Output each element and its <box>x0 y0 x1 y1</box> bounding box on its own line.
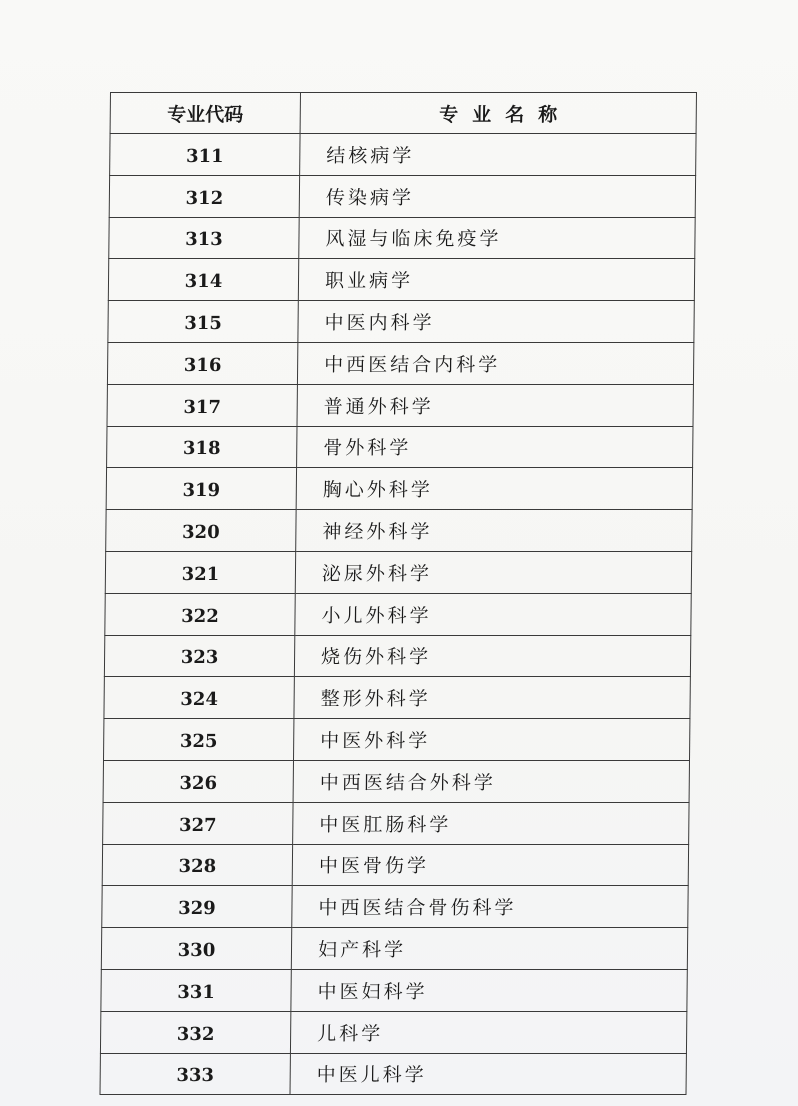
major-name-cell: 小儿外科学 <box>295 593 691 635</box>
major-name-cell: 烧伤外科学 <box>294 635 690 677</box>
major-code-cell: 326 <box>103 760 293 802</box>
major-name-cell: 中医儿科学 <box>290 1053 686 1095</box>
table-row <box>101 969 687 1011</box>
table-row <box>102 886 688 928</box>
major-code-cell: 323 <box>104 635 294 677</box>
major-name-cell: 中医内科学 <box>298 301 694 343</box>
major-code-cell: 314 <box>108 259 298 301</box>
table-row <box>104 635 690 677</box>
table-row <box>102 844 688 886</box>
major-code-cell: 316 <box>107 342 297 384</box>
table-row <box>101 928 687 970</box>
major-name-cell: 整形外科学 <box>294 677 690 719</box>
header-major-name: 专业名称 <box>300 93 696 134</box>
major-code-cell: 315 <box>108 301 298 343</box>
table-row <box>106 510 692 552</box>
table-row <box>108 259 694 301</box>
table-row <box>103 719 689 761</box>
major-code-cell: 328 <box>102 844 292 886</box>
major-name-cell: 儿科学 <box>290 1011 686 1053</box>
table-body <box>100 134 696 1095</box>
table-row <box>105 551 691 593</box>
major-name-cell: 中西医结合骨伤科学 <box>292 886 688 928</box>
major-code-cell: 327 <box>103 802 293 844</box>
major-name-cell: 妇产科学 <box>291 928 687 970</box>
major-name-cell: 中医外科学 <box>293 719 689 761</box>
major-name-cell: 中医肛肠科学 <box>293 802 689 844</box>
major-code-cell: 331 <box>101 969 291 1011</box>
table-row <box>100 1053 686 1095</box>
table-row <box>110 134 696 176</box>
table-row <box>100 1011 686 1053</box>
major-code-table <box>99 92 697 1095</box>
major-code-cell: 312 <box>109 175 299 217</box>
major-name-cell: 风湿与临床免疫学 <box>299 217 695 259</box>
major-name-cell: 胸心外科学 <box>296 468 692 510</box>
major-code-cell: 329 <box>102 886 292 928</box>
major-name-cell: 结核病学 <box>300 134 696 176</box>
major-name-cell: 职业病学 <box>298 259 694 301</box>
table-row <box>109 217 695 259</box>
table-row <box>104 677 690 719</box>
major-code-cell: 318 <box>107 426 297 468</box>
major-name-cell: 中西医结合内科学 <box>297 342 693 384</box>
table-row <box>107 384 693 426</box>
major-name-cell: 中医妇科学 <box>291 969 687 1011</box>
header-major-code: 专业代码 <box>110 93 300 134</box>
major-code-cell: 321 <box>105 551 295 593</box>
major-code-cell: 324 <box>104 677 294 719</box>
major-code-cell: 320 <box>106 510 296 552</box>
major-name-cell: 神经外科学 <box>296 510 692 552</box>
major-code-cell: 330 <box>101 928 291 970</box>
table-row <box>108 301 694 343</box>
major-code-cell: 313 <box>109 217 299 259</box>
major-name-cell: 泌尿外科学 <box>295 551 691 593</box>
table-row <box>103 802 689 844</box>
table-row <box>107 342 693 384</box>
table-header-row <box>110 93 696 134</box>
major-name-cell: 中医骨伤学 <box>292 844 688 886</box>
major-code-cell: 319 <box>106 468 296 510</box>
major-name-cell: 骨外科学 <box>297 426 693 468</box>
major-name-cell: 普通外科学 <box>297 384 693 426</box>
table-row <box>105 593 691 635</box>
table-row <box>103 760 689 802</box>
major-code-cell: 311 <box>110 134 300 176</box>
major-name-cell: 中西医结合外科学 <box>293 760 689 802</box>
major-code-cell: 333 <box>100 1053 290 1095</box>
major-code-cell: 332 <box>100 1011 290 1053</box>
major-code-cell: 322 <box>105 593 295 635</box>
major-name-cell: 传染病学 <box>299 175 695 217</box>
major-code-cell: 325 <box>103 719 293 761</box>
table-row <box>109 175 695 217</box>
table-row <box>107 426 693 468</box>
major-code-cell: 317 <box>107 384 297 426</box>
table-row <box>106 468 692 510</box>
